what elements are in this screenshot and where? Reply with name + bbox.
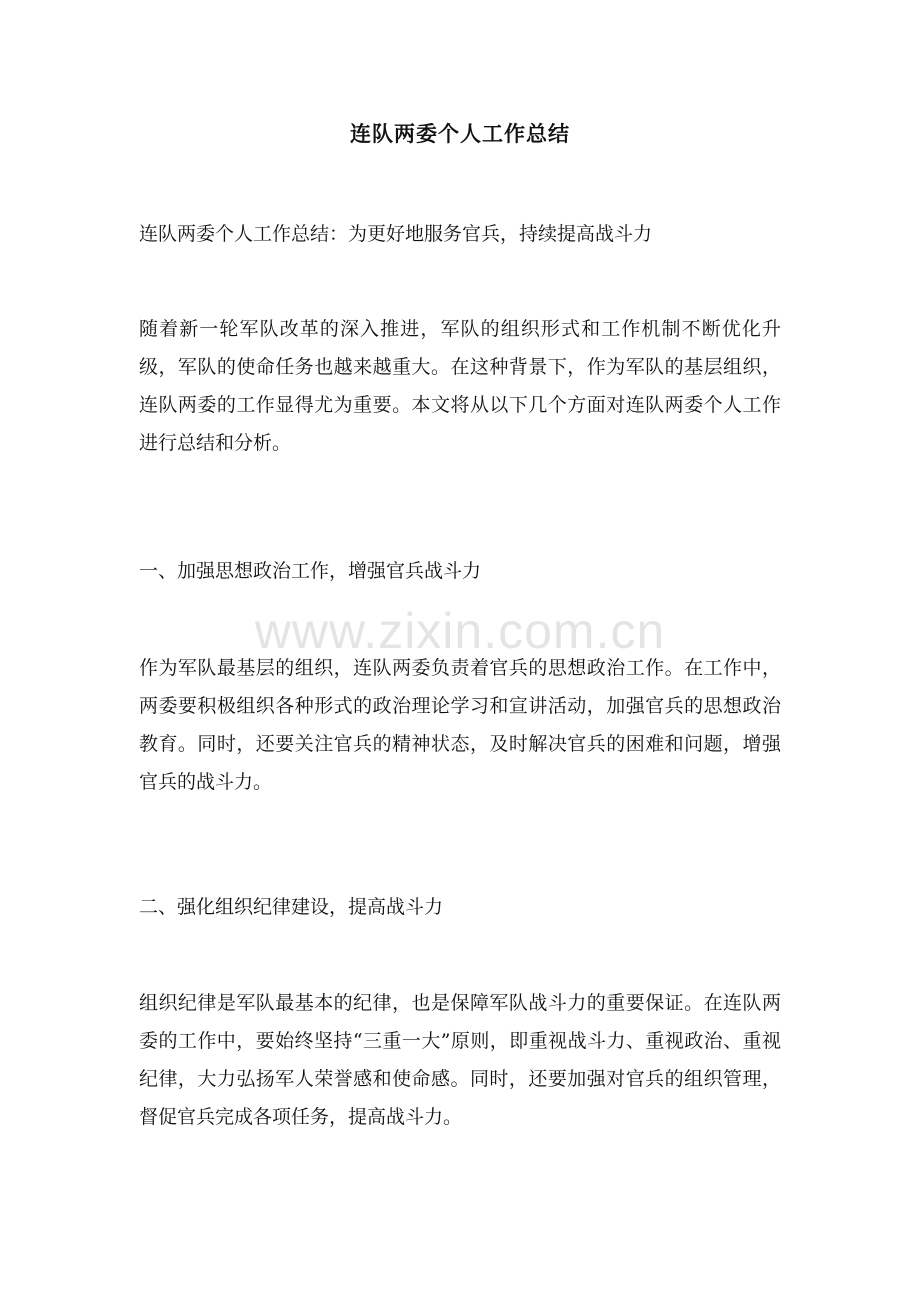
section-1-body: 作为军队最基层的组织，连队两委负责着官兵的思想政治工作。在工作中，两委要积极组织各种形式的政治理论学习和宣讲活动，加强官兵的思想政治教育。同时，还要关注官兵的精神状态，及时解决官兵的困难和问题，增强官兵的战斗力。: [139, 657, 781, 793]
document-title: 连队两委个人工作总结: [350, 121, 570, 146]
section-1-heading: 一、加强思想政治工作，增强官兵战斗力: [139, 560, 482, 582]
intro-paragraph: 随着新一轮军队改革的深入推进，军队的组织形式和工作机制不断优化升级，军队的使命任务也越来越重大。在这种背景下，作为军队的基层组织，连队两委的工作显得尤为重要。本文将从以下几个方面对连队两委个人工作进行总结和分析。: [139, 318, 781, 454]
section-2-heading: 二、强化组织纪律建设，提高战斗力: [139, 896, 444, 918]
watermark: www.zixin.com.cn: [254, 603, 666, 659]
document-subtitle: 连队两委个人工作总结：为更好地服务官兵，持续提高战斗力: [139, 223, 653, 245]
section-2-body: 组织纪律是军队最基本的纪律，也是保障军队战斗力的重要保证。在连队两委的工作中，要始终坚持“三重一大”原则，即重视战斗力、重视政治、重视纪律，大力弘扬军人荣誉感和使命感。同时，还要加强对官兵的组织管理，督促官兵完成各项任务，提高战斗力。: [139, 992, 781, 1128]
